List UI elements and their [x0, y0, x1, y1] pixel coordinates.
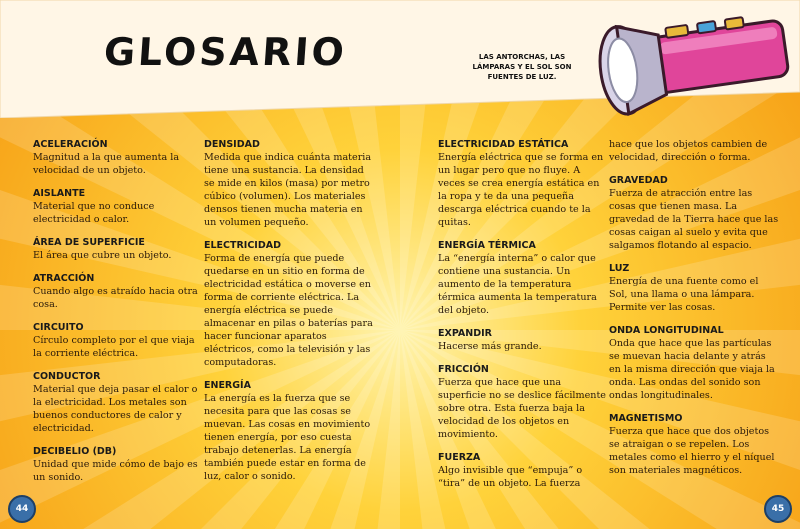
- entry-definition: Material que deja pasar el calor o la electricidad. Los metales son buenos conductores de calor y electricidad.: [33, 384, 198, 434]
- entry-term: ÁREA DE SUPERFICIE: [33, 237, 145, 248]
- glossary-entry: [609, 412, 779, 477]
- entry-term: CONDUCTOR: [33, 371, 101, 382]
- glossary-entry: [33, 370, 203, 435]
- entry-term: ELECTRICIDAD: [204, 240, 281, 251]
- glossary-column-3: [438, 138, 608, 500]
- glossary-entry: [609, 324, 779, 402]
- glossary-entry: [438, 327, 608, 353]
- entry-term: ENERGÍA TÉRMICA: [438, 240, 536, 251]
- glossary-entry: [33, 321, 203, 360]
- entry-term: ATRACCIÓN: [33, 273, 95, 284]
- entry-definition: Fuerza que hace que una superficie no se deslice fácilmente sobre otra. Esta fuerza baja la velocidad de los objetos en movimiento.: [438, 377, 606, 440]
- entry-definition: Onda que hace que las partículas se muevan hacia delante y atrás en la misma dirección que viaja la onda. Las ondas del sonido son ondas longitudinales.: [609, 338, 775, 401]
- entry-definition: Forma de energía que puede quedarse en un sitio en forma de electricidad estática o moverse en forma de corriente eléctrica. La energía eléctrica se puede almacenar en pilas o baterías para hacer funcionar aparatos eléctricos, como la televisión y las computadoras.: [204, 253, 373, 368]
- entry-term: FRICCIÓN: [438, 364, 489, 375]
- glossary-entry: [33, 272, 203, 311]
- image-caption: LAS ANTORCHAS, LAS LÁMPARAS Y EL SOL SON FUENTES DE LUZ.: [472, 53, 572, 81]
- entry-term: GRAVEDAD: [609, 175, 668, 186]
- entry-definition: Círculo completo por el que viaja la corriente eléctrica.: [33, 335, 195, 359]
- glossary-column-1: [33, 138, 203, 494]
- entry-term: EXPANDIR: [438, 328, 492, 339]
- entry-term: ONDA LONGITUDINAL: [609, 325, 724, 336]
- glossary-entry: [438, 451, 608, 490]
- entry-term: ENERGÍA: [204, 380, 251, 391]
- entry-term: DECIBELIO (DB): [33, 446, 117, 457]
- glossary-entry: [33, 236, 203, 262]
- glossary-entry: [438, 138, 608, 229]
- entry-definition: Hacerse más grande.: [438, 341, 542, 352]
- entry-continuation: hace que los objetos cambien de velocidad, dirección o forma.: [609, 139, 768, 163]
- entry-term: CIRCUITO: [33, 322, 84, 333]
- glossary-column-4: [609, 138, 779, 487]
- entry-definition: Algo invisible que “empuja” o “tira” de un objeto. La fuerza: [438, 465, 583, 489]
- entry-definition: Fuerza de atracción entre las cosas que tienen masa. La gravedad de la Tierra hace que las cosas caigan al suelo y evita que salgamos flotando al espacio.: [609, 188, 779, 251]
- glossary-entry: [609, 174, 779, 252]
- entry-definition: Fuerza que hace que dos objetos se atraigan o se repelen. Los metales como el hierro y el níquel son materiales magnéticos.: [609, 426, 775, 476]
- entry-definition: Material que no conduce electricidad o calor.: [33, 201, 155, 225]
- entry-definition: La energía es la fuerza que se necesita para que las cosas se muevan. Las cosas en movimiento tienen energía, por eso cuesta trabajo detenerlas. La energía también puede estar en forma de luz, calor o sonido.: [204, 393, 371, 482]
- entry-term: AISLANTE: [33, 188, 86, 199]
- entry-definition: Cuando algo es atraído hacia otra cosa.: [33, 286, 198, 310]
- flashlight-icon: [592, 2, 800, 118]
- entry-definition: La “energía interna” o calor que contiene una sustancia. Un aumento de la temperatura térmica aumenta la temperatura del objeto.: [438, 253, 597, 316]
- glossary-entry: [33, 138, 203, 177]
- page-title: GLOSARIO: [102, 30, 349, 74]
- entry-definition: Unidad que mide cómo de bajo es un sonido.: [33, 459, 198, 483]
- glossary-entry: [438, 363, 608, 441]
- glossary-entry: [204, 138, 374, 229]
- glossary-entry: [33, 187, 203, 226]
- glossary-entry: [204, 379, 374, 483]
- entry-term: FUERZA: [438, 452, 481, 463]
- entry-definition: Magnitud a la que aumenta la velocidad de un objeto.: [33, 152, 180, 176]
- entry-term: ACELERACIÓN: [33, 139, 108, 150]
- entry-term: LUZ: [609, 263, 630, 274]
- glossary-entry: [204, 239, 374, 369]
- entry-definition: El área que cubre un objeto.: [33, 250, 172, 261]
- glossary-column-2: [204, 138, 374, 493]
- entry-term: MAGNETISMO: [609, 413, 683, 424]
- glossary-entry: [609, 262, 779, 314]
- entry-term: ELECTRICIDAD ESTÁTICA: [438, 139, 569, 150]
- glossary-entry: [438, 239, 608, 317]
- entry-definition: Energía eléctrica que se forma en un lugar pero que no fluye. A veces se crea energía estática en la ropa y te da una pequeña descarga eléctrica cuando te la quitas.: [438, 152, 604, 228]
- page-number-right: 45: [764, 495, 792, 523]
- entry-term: DENSIDAD: [204, 139, 260, 150]
- page-number-left: 44: [8, 495, 36, 523]
- entry-definition: Medida que indica cuánta materia tiene una sustancia. La densidad se mide en kilos (masa) por metro cúbico (volumen). Los materiales densos tienen mucha materia en un volumen pequeño.: [204, 152, 372, 228]
- entry-definition: Energía de una fuente como el Sol, una llama o una lámpara. Permite ver las cosas.: [609, 276, 759, 313]
- glossary-entry: [33, 445, 203, 484]
